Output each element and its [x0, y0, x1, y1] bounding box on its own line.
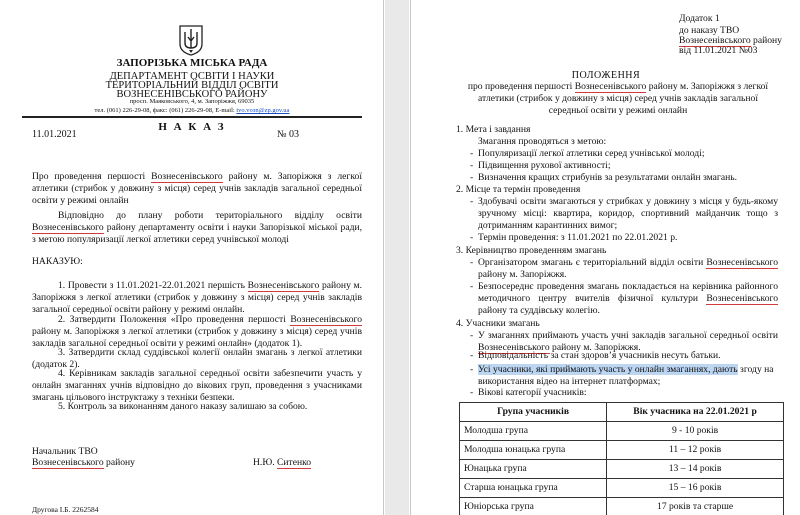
org-name: ЗАПОРІЗЬКА МІСЬКА РАДА: [116, 57, 268, 69]
order-item-4: 4. Керівникам закладів загальної середньої освіти забезпечити участь у онлайн змаганнях учнів відповідно до вікових груп, проведення з учасниками змагань цільового інструктажу з техніки безпеки.: [32, 368, 362, 403]
text-run: Організатором змагань є територіальний відділ освіти: [478, 257, 707, 268]
order-number: № 03: [277, 129, 300, 140]
section-1-bullet: - Підвищення рухової активності;: [478, 160, 778, 172]
order-subject: [32, 171, 362, 207]
text-run: району м. Запоріжжя з легкої атлетики (стрибок у довжину з місця) серед учнів закладів загальної середньої освіти у режимі онлайн» (додаток 1).: [32, 325, 362, 349]
page-gutter: [385, 0, 409, 515]
spellcheck-word: Вознесенівського: [706, 257, 778, 268]
text-run: району м. Запоріжжя з легкої атлетики (стрибок у довжину з місця) серед учнів закладів загальної середньої освіти району у режимі онлайн.: [32, 280, 363, 315]
spellcheck-word: Вознесенівського: [706, 292, 778, 304]
section-3-bullet: [478, 281, 778, 317]
spellcheck-word: Вознесенівського: [32, 457, 104, 468]
spellcheck-word: Вознесенівського: [247, 280, 320, 291]
text-run: 1. Провести з 11.01.2021-22.01.2021 першість: [58, 280, 248, 291]
section-2-heading: 2. Місце та термін проведення: [456, 184, 581, 195]
order-title: Н А К А З: [158, 121, 226, 133]
regulation-title: ПОЛОЖЕННЯ: [571, 70, 641, 81]
coat-of-arms-icon: [178, 24, 204, 56]
text-run: згоду на використання відео на інтернет платформах;: [478, 364, 774, 387]
table-row: [460, 498, 784, 515]
header-divider: [22, 116, 362, 118]
text-run: району м. Запоріжжя з легкої атлетики (стрибок у довжину з місця) серед учнів закладів загальної середньої освіти у режимі онлайн: [477, 81, 769, 116]
signer-position: Начальник ТВО: [32, 446, 98, 457]
group-cell: Юнацька група: [460, 460, 607, 479]
age-groups-table: [459, 402, 784, 515]
text-run: 2. Затвердити Положення «Про проведення першості: [58, 314, 291, 325]
text-run: району: [750, 35, 782, 46]
section-4-bullet: - Відповідальність за стан здоров’я учасників несуть батьки.: [478, 350, 778, 362]
text-run: про проведення першості: [467, 81, 575, 92]
district-name: ВОЗНЕСЕНІВСЬКОГО РАЙОНУ: [116, 89, 268, 100]
age-cell: 17 років та старше: [607, 498, 784, 515]
text-run: району м. Запоріжжя з легкої атлетики (стрибок у довжину з місця) серед учнів закладів загальної середньої освіти у режимі онлайн: [32, 171, 362, 206]
section-1-bullet: - Визначення кращих стрибунів за результатами онлайн змагань.: [478, 172, 778, 184]
email-link[interactable]: tvo.voзn@zp.gov.ua: [236, 107, 290, 114]
text-run: району м. Запоріжжя.: [478, 268, 567, 280]
text-run: Відповідно до плану роботи територіального відділу освіти: [58, 210, 362, 221]
group-cell: Молодша група: [460, 422, 607, 441]
text-run: Про проведення першості: [32, 171, 152, 182]
text-run: району департаменту освіти і науки Запорізької міської ради, з метою популяризації легкої атлетики серед учнівської молоді: [32, 221, 362, 245]
text-selection[interactable]: Усі учасники, які приймають участь у онлайн змаганнях, дають: [478, 364, 738, 375]
table-row: [460, 441, 784, 460]
section-3-heading: 3. Керівництво проведенням змагань: [456, 245, 607, 256]
section-2-bullet: - Здобувачі освіти змагаються у стрибках у довжину з місця у будь-якому зручному місці: квартира, коридор, спортивний майданчик тощо з дотриманням карантинних вимог;: [478, 196, 778, 232]
text-run: Н.Ю.: [253, 457, 277, 468]
text-run: У змаганнях приймають участь учні закладів загальної середньої освіти: [478, 330, 778, 341]
regulation-page: [410, 0, 800, 515]
section-1-heading: 1. Мета і завдання: [456, 124, 531, 135]
order-item-5: 5. Контроль за виконанням даного наказу залишаю за собою.: [58, 401, 308, 412]
signer-name: [253, 457, 311, 469]
section-1-bullet: - Популяризації легкої атлетики серед учнівської молоді;: [478, 148, 778, 160]
org-address: просп. Маяковського, 4, м. Запоріжжя, 69035: [129, 98, 255, 105]
group-cell: Юніорська група: [460, 498, 607, 515]
column-header: Група учасників: [460, 403, 607, 422]
text-run: району м. Запоріжжя.: [549, 341, 641, 353]
table-row: [460, 479, 784, 498]
org-contacts: [0, 107, 384, 115]
signer-district: [32, 457, 135, 469]
appendix-ref: до наказу ТВО: [679, 25, 740, 36]
regulation-subtitle: [463, 81, 773, 117]
spellcheck-word: Вознесенівського: [574, 81, 647, 92]
order-preamble: [32, 210, 362, 246]
section-4-bullet-selected[interactable]: [478, 364, 778, 388]
table-row: [460, 460, 784, 479]
text-run: району: [103, 457, 135, 468]
age-cell: 13 – 14 років: [607, 460, 784, 479]
spellcheck-word: Вознесенівського: [478, 341, 550, 353]
order-page: [0, 0, 384, 515]
group-cell: Молодша юнацька група: [460, 441, 607, 460]
spellcheck-word: Ситенко: [276, 457, 312, 468]
spellcheck-word: Вознесенівського: [679, 35, 751, 46]
group-cell: Старша юнацька група: [460, 479, 607, 498]
table-header-row: [460, 403, 784, 422]
order-item-1: [32, 280, 362, 316]
age-cell: 11 – 12 років: [607, 441, 784, 460]
section-3-bullet: [478, 257, 778, 281]
table-row: [460, 422, 784, 441]
section-2-bullet: - Термін проведення: з 11.01.2021 по 22.01.2021 р.: [478, 232, 778, 244]
department-name: ДЕПАРТАМЕНТ ОСВІТИ І НАУКИ: [109, 71, 275, 82]
spellcheck-word: Вознесенівського: [151, 171, 223, 182]
executor-note: Другова І.Б. 2262584: [32, 505, 99, 514]
age-cell: 15 – 16 років: [607, 479, 784, 498]
order-item-2: [32, 314, 362, 350]
order-item-3: 3. Затвердити склад суддівської колегії онлайн змагань з легкої атлетики (додаток 2).: [32, 347, 362, 370]
age-cell: 9 - 10 років: [607, 422, 784, 441]
section-1-intro: Змагання проводяться з метою:: [478, 136, 607, 147]
spellcheck-word: Вознесенівського: [32, 221, 104, 233]
section-4-bullet: - Вікові категорії учасників:: [478, 387, 778, 399]
section-4-heading: 4. Учасники змагань: [456, 318, 540, 329]
appendix-label: Додаток 1: [679, 13, 720, 24]
order-date: 11.01.2021: [32, 129, 77, 140]
contacts-text: тел. (061) 226-29-08, факс: (061) 226-29-08, E-mail:: [94, 107, 235, 114]
spellcheck-word: Вознесенівського: [290, 314, 362, 325]
division-name: ТЕРИТОРІАЛЬНИЙ ВІДДІЛ ОСВІТИ: [105, 80, 279, 91]
text-run: Безпосереднє проведення змагань покладається на керівника районного методичного центру вчителів фізичної культури: [478, 281, 778, 304]
text-run: району та суддівську колегію.: [478, 304, 600, 316]
order-directive-word: НАКАЗУЮ:: [32, 256, 83, 267]
appendix-date: від 11.01.2021 №03: [679, 45, 758, 56]
column-header: Вік учасника на 22.01.2021 р: [607, 403, 784, 422]
